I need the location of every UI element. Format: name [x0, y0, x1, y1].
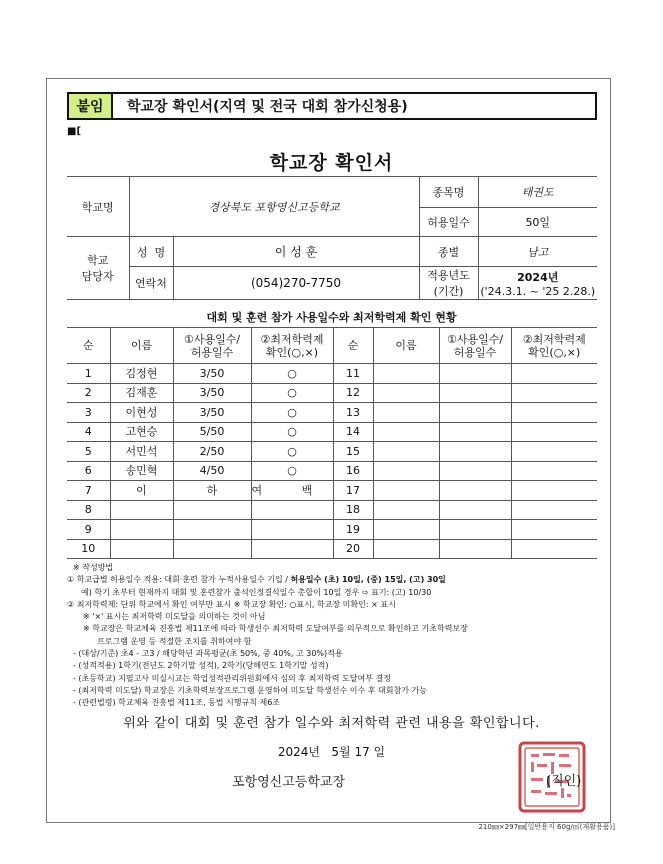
row-days: 2/50: [173, 442, 251, 462]
header-name: 이름: [110, 328, 173, 364]
row-days-right: [439, 383, 511, 403]
row-name-right: [373, 461, 439, 481]
row-no: 9: [67, 520, 110, 540]
header-min: [251, 328, 333, 364]
note-text: ① 학교급별 허용일수 적용: 대회·훈련 참가 누적사용일수 기입 /: [67, 575, 291, 585]
row-name: 이현성: [110, 403, 173, 423]
category-value: 남고: [478, 237, 597, 267]
header-name-right: 이름: [373, 328, 439, 364]
row-check-right: [511, 383, 597, 403]
seal-caption: (직인): [546, 774, 582, 789]
header-no-right: 순: [333, 328, 373, 364]
year-value-cell: [478, 267, 597, 300]
blank-marker-group: [251, 481, 333, 501]
participation-table: [67, 327, 597, 559]
note-line: [67, 574, 607, 586]
header-min-right-line1: ②최저학력제: [522, 332, 586, 346]
year-label-line1: 적용년도: [427, 269, 470, 282]
row-check-right: [511, 539, 597, 559]
document-header-title: 학교장 확인서(지역 및 전국 대회 참가신청용): [111, 92, 597, 120]
row-no: 7: [67, 481, 110, 501]
row-name-right: [373, 403, 439, 423]
header-days-right: [439, 328, 511, 364]
row-name: 고현승: [110, 422, 173, 442]
row-no-right: 12: [333, 383, 373, 403]
section-title: 대회 및 훈련 참가 사용일수와 최저학력제 확인 현황: [206, 311, 457, 324]
note-line: - (대상/기준) 초4 - 고3 / 해당학년 과목평균(초 50%, 중 40%, 고 30%)적용: [73, 649, 343, 659]
row-no-right: 17: [333, 481, 373, 501]
row-no: 6: [67, 461, 110, 481]
row-check: ○: [251, 442, 333, 462]
row-days: 4/50: [173, 461, 251, 481]
row-days: 5/50: [173, 422, 251, 442]
row-check: [251, 500, 333, 520]
table-row: [67, 539, 597, 559]
allowed-days-label: 허용일수: [419, 208, 478, 237]
row-check: [251, 520, 333, 540]
table-row: [67, 500, 597, 520]
row-days: 3/50: [173, 403, 251, 423]
row-check: ○: [251, 422, 333, 442]
blank-marker: 하: [173, 481, 251, 501]
blank-marker: 이: [110, 481, 173, 501]
year-label-line2: (기간): [433, 285, 464, 298]
row-no-right: 15: [333, 442, 373, 462]
year-period: ('24.3.1. ~ '25 2.28.): [480, 284, 596, 298]
note-line: 예) 학기 초부터 현재까지 대회 및 훈련참가 출석인정결석일수 총합이 10일 경우 ⇨ 표기: (고) 10/30: [81, 587, 432, 597]
table-header-row: [67, 328, 597, 364]
row-days: [173, 520, 251, 540]
row-name: 김정현: [110, 364, 173, 384]
table-row: [67, 383, 597, 403]
row-no: 3: [67, 403, 110, 423]
table-row: [67, 520, 597, 540]
row-days-right: [439, 500, 511, 520]
row-name: [110, 520, 173, 540]
table-row: [67, 481, 597, 501]
row-check-right: [511, 500, 597, 520]
header-no: 순: [67, 328, 110, 364]
row-days-right: [439, 481, 511, 501]
row-check: ○: [251, 383, 333, 403]
header-days: [173, 328, 251, 364]
row-check-right: [511, 364, 597, 384]
category-label: 종별: [419, 237, 478, 267]
row-name: 김재훈: [110, 383, 173, 403]
row-name-right: [373, 539, 439, 559]
row-check: ○: [251, 364, 333, 384]
header-days-line1: ①사용일수/: [183, 332, 241, 346]
event-label: 종목명: [419, 177, 478, 208]
row-days-right: [439, 364, 511, 384]
row-days-right: [439, 403, 511, 423]
year-label: [419, 267, 478, 300]
note-line: - (관련법령) 학교체육 진흥법 제11조, 동법 시행규칙 제6조: [73, 698, 281, 708]
header-min-right: [511, 328, 597, 364]
confirmation-statement: 위와 같이 대회 및 훈련 참가 일수와 최저학력 관련 내용을 확인합니다.: [123, 716, 540, 731]
paper-spec-footer: 210㎜×297㎜[일반용지 60g/㎡(재활용품)]: [478, 823, 615, 831]
row-check-right: [511, 422, 597, 442]
attachment-tag: 붙임: [67, 92, 113, 120]
note-line: 프로그램 운영 등 적절한 조치를 취하여야 함: [97, 636, 252, 646]
table-row: [67, 364, 597, 384]
note-line: ※ 학교장은 학교체육 진흥법 제11조에 따라 학생선수 최저학력 도달여부를 의무적으로 확인하고 기초학력보장: [83, 624, 468, 634]
row-name-right: [373, 500, 439, 520]
row-days: 3/50: [173, 364, 251, 384]
row-days: [173, 539, 251, 559]
row-name-right: [373, 383, 439, 403]
row-no-right: 18: [333, 500, 373, 520]
row-check: ○: [251, 461, 333, 481]
row-days-right: [439, 442, 511, 462]
signer-name: 포항영신고등학교장: [232, 775, 346, 790]
header-days-line2: 허용일수: [190, 345, 234, 359]
row-days-right: [439, 422, 511, 442]
header-days-right-line2: 허용일수: [453, 345, 497, 359]
row-days: 3/50: [173, 383, 251, 403]
row-name-right: [373, 481, 439, 501]
row-check: [251, 539, 333, 559]
contact-value: (054)270-7750: [173, 267, 419, 300]
row-name: 송민혁: [110, 461, 173, 481]
row-no-right: 13: [333, 403, 373, 423]
manager-label-line1: 학교: [87, 254, 109, 267]
header-min-line2: 확인(○,×): [265, 345, 319, 359]
document-header: [67, 92, 597, 120]
row-no-right: 11: [333, 364, 373, 384]
row-check-right: [511, 442, 597, 462]
row-no-right: 20: [333, 539, 373, 559]
year-value: 2024년: [517, 270, 559, 284]
row-days-right: [439, 461, 511, 481]
school-info-table: [67, 176, 597, 300]
row-check: ○: [251, 403, 333, 423]
row-no: 1: [67, 364, 110, 384]
name-label: 성 명: [129, 237, 173, 267]
school-label: 학교명: [67, 177, 129, 237]
row-check-right: [511, 481, 597, 501]
table-row: [67, 442, 597, 462]
row-days-right: [439, 539, 511, 559]
page-title: 학교장 확인서: [269, 152, 394, 174]
section-marker: ■[: [67, 126, 82, 137]
row-name-right: [373, 364, 439, 384]
manager-label: [67, 237, 129, 300]
allowed-days-value: 50일: [478, 208, 597, 237]
note-line: - (최저학력 미도달) 학교장은 기초학력보장프로그램 운영하여 미도달 학생선수 이수 후 대회참가 가능: [73, 685, 427, 695]
table-row: [67, 422, 597, 442]
note-heading: ※ 작성방법: [73, 563, 114, 572]
header-min-line1: ②최저학력제: [260, 332, 324, 346]
row-no: 4: [67, 422, 110, 442]
row-check-right: [511, 461, 597, 481]
row-name: 서민석: [110, 442, 173, 462]
instructions: [67, 562, 607, 710]
header-days-right-line1: ①사용일수/: [446, 332, 504, 346]
row-name-right: [373, 422, 439, 442]
row-no: 10: [67, 539, 110, 559]
name-value: 이 성 훈: [173, 237, 419, 267]
manager-label-line2: 담당자: [81, 270, 114, 283]
row-name-right: [373, 442, 439, 462]
event-value: 태권도: [478, 177, 597, 208]
row-name: [110, 539, 173, 559]
table-row: [67, 403, 597, 423]
row-days: [173, 500, 251, 520]
row-name-right: [373, 520, 439, 540]
note-emphasis: 허용일수 (초) 10일, (중) 15일, (고) 30일: [290, 575, 446, 585]
row-no-right: 19: [333, 520, 373, 540]
note-line: - (초등학교) 지필고사 미실시교는 학업성적관리위원회에서 심의 후 최저학력 도달여부 결정: [73, 673, 391, 683]
note-line: ② 최저학력제: 단위 학교에서 확인 여부만 표시 ※ 학교장 확인: ○표시, 학교장 미확인: × 표시: [67, 599, 396, 609]
blank-marker: 백: [301, 483, 313, 497]
row-name: [110, 500, 173, 520]
row-check-right: [511, 520, 597, 540]
note-line: ※ '×' 표시는 최저학력 미도달을 의미하는 것이 아님: [83, 612, 266, 622]
contact-label: 연락처: [129, 267, 173, 300]
row-no-right: 16: [333, 461, 373, 481]
school-value: 경상북도 포항영신고등학교: [129, 177, 419, 237]
blank-marker: 여: [251, 483, 263, 497]
row-check-right: [511, 403, 597, 423]
header-min-right-line2: 확인(○,×): [528, 345, 581, 359]
signature-date: 2024년 5월 17 일: [277, 745, 386, 759]
row-days-right: [439, 520, 511, 540]
row-no: 2: [67, 383, 110, 403]
row-no-right: 14: [333, 422, 373, 442]
row-no: 8: [67, 500, 110, 520]
row-no: 5: [67, 442, 110, 462]
table-row: [67, 461, 597, 481]
note-line: - (성적적용) 1학기(전년도 2학기말 성적), 2학기(당해연도 1학기말 성적): [73, 661, 329, 671]
